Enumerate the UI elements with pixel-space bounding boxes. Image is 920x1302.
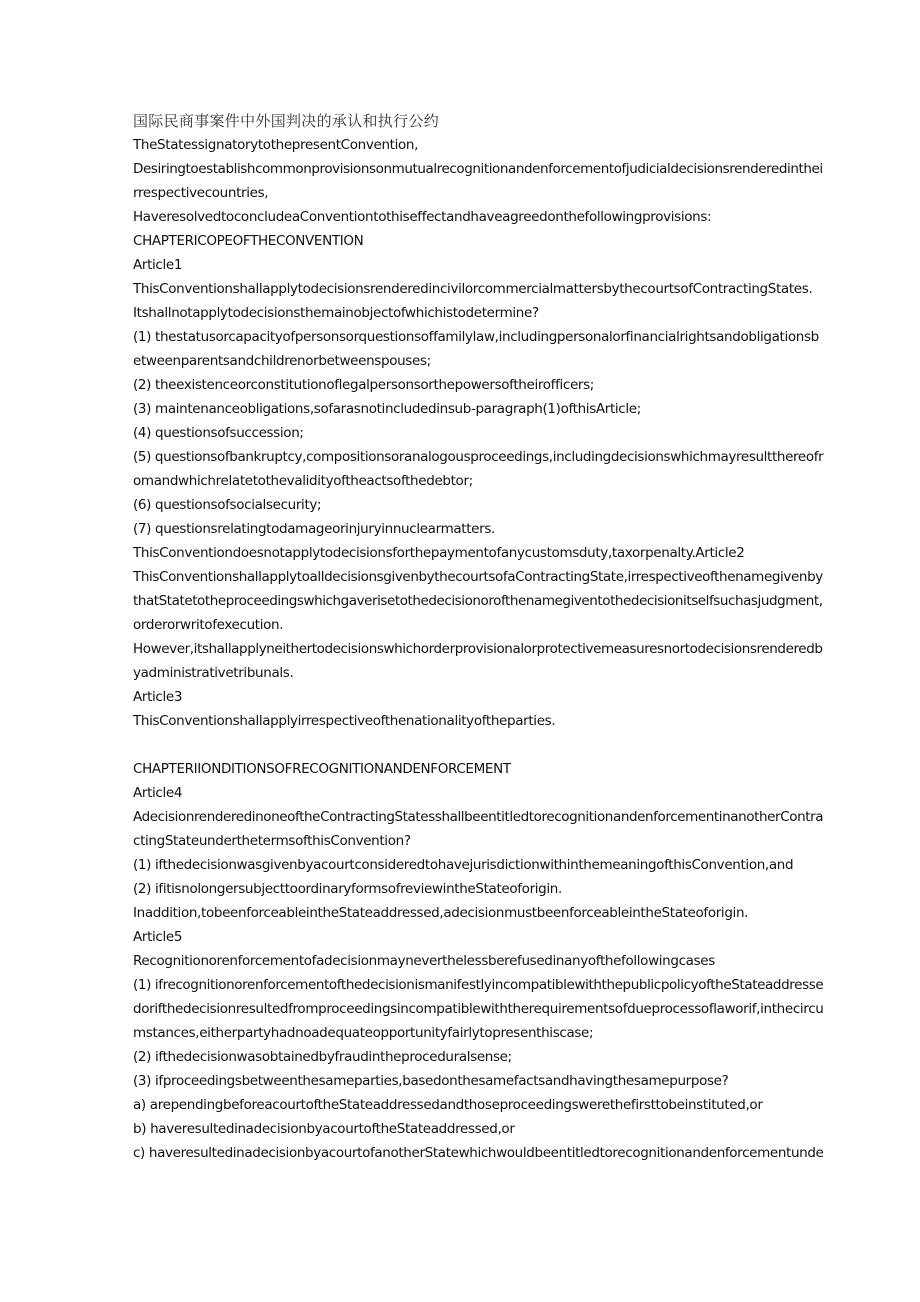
text-line: CHAPTERICOPEOFTHECONVENTION <box>133 233 364 249</box>
text-line: Article5 <box>133 929 183 945</box>
document-body <box>133 133 823 1165</box>
text-line: Inaddition,tobeenforceableintheStateaddressed,adecisionmustbeenforceableintheStateoforigin. <box>133 905 749 921</box>
text-line: (1) ifrecognitionorenforcementofthedecisionismanifestlyincompatiblewiththepublicpolicyoftheStateaddresse <box>133 977 824 993</box>
text-line: Itshallnotapplytodecisionsthemainobjectofwhichistodetermine? <box>133 305 539 321</box>
text-line: (7) questionsrelatingtodamageorinjuryinnuclearmatters. <box>133 521 495 537</box>
text-line: rrespectivecountries, <box>133 185 269 201</box>
document-title: 国际民商事案件中外国判决的承认和执行公约 <box>133 112 440 130</box>
text-line: (2) ifitisnolongersubjecttoordinaryformsofreviewintheStateoforigin. <box>133 881 562 897</box>
text-line: TheStatessignatorytothepresentConvention, <box>133 137 419 153</box>
text-line: Article3 <box>133 689 183 705</box>
text-line: orderorwritofexecution. <box>133 617 284 633</box>
text-line: (1) thestatusorcapacityofpersonsorquestionsoffamilylaw,includingpersonalorfinancialrightsandobligationsb <box>133 329 819 345</box>
text-line: c) haveresultedinadecisionbyacourtofanotherStatewhichwouldbeentitledtorecognitionandenforcementunde <box>133 1145 824 1161</box>
text-line: (1) ifthedecisionwasgivenbyacourtconsideredtohavejurisdictionwithinthemeaningofthisConvention,and <box>133 857 794 873</box>
blank-line <box>133 733 823 757</box>
text-line: (6) questionsofsocialsecurity; <box>133 497 322 513</box>
text-line: (2) ifthedecisionwasobtainedbyfraudintheproceduralsense; <box>133 1049 512 1065</box>
text-line: ThisConventionshallapplyirrespectiveofthenationalityoftheparties. <box>133 713 556 729</box>
text-line: HaveresolvedtoconcludeaConventiontothiseffectandhaveagreedonthefollowingprovisions: <box>133 209 712 225</box>
text-line: Article4 <box>133 785 183 801</box>
text-line: (3) ifproceedingsbetweenthesameparties,basedonthesamefactsandhavingthesamepurpose? <box>133 1073 729 1089</box>
text-line: omandwhichrelatetothevalidityoftheactsofthedebtor; <box>133 473 473 489</box>
text-line: ThisConventiondoesnotapplytodecisionsforthepaymentofanycustomsduty,taxorpenalty.Article2 <box>133 545 745 561</box>
text-line: AdecisionrenderedinoneoftheContractingStatesshallbeentitledtorecognitionandenforcementinanotherContra <box>133 809 824 825</box>
text-line: (5) questionsofbankruptcy,compositionsoranalogousproceedings,includingdecisionswhichmayresultthereofr <box>133 449 824 465</box>
text-line: etweenparentsandchildrenorbetweenspouses; <box>133 353 431 369</box>
text-line: Article1 <box>133 257 183 273</box>
text-line: (3) maintenanceobligations,sofarasnotincludedinsub-paragraph(1)ofthisArticle; <box>133 401 641 417</box>
text-line: a) arependingbeforeacourtoftheStateaddressedandthoseproceedingswerethefirsttobeinstituted,or <box>133 1097 763 1113</box>
text-line: Recognitionorenforcementofadecisionmayneverthelessberefusedinanyofthefollowingcases <box>133 953 715 969</box>
document-page <box>133 109 823 1165</box>
text-line: ThisConventionshallapplytodecisionsrenderedincivilorcommercialmattersbythecourtsofContractingStates. <box>133 281 813 297</box>
text-line: CHAPTERIIONDITIONSOFRECOGNITIONANDENFORCEMENT <box>133 761 511 777</box>
text-line: dorifthedecisionresultedfromproceedingsincompatiblewiththerequirementsofdueprocessoflaworif,inthecircu <box>133 1001 824 1017</box>
text-line: Desiringtoestablishcommonprovisionsonmutualrecognitionandenforcementofjudicialdecisionsrenderedinthei <box>133 161 823 177</box>
text-line: (4) questionsofsuccession; <box>133 425 304 441</box>
text-line: ThisConventionshallapplytoalldecisionsgivenbythecourtsofaContractingState,irrespectiveofthenamegivenby <box>133 569 823 585</box>
text-line: (2) theexistenceorconstitutionoflegalpersonsorthepowersoftheirofficers; <box>133 377 594 393</box>
text-line: yadministrativetribunals. <box>133 665 294 681</box>
text-line: thatStatetotheproceedingswhichgaverisetothedecisionorofthenamegiventothedecisionitselfsuchasjudgment, <box>133 593 823 609</box>
text-line: mstances,eitherpartyhadnoadequateopportunityfairlytopresenthiscase; <box>133 1025 594 1041</box>
text-line: ctingStateunderthetermsofthisConvention? <box>133 833 411 849</box>
text-line: However,itshallapplyneithertodecisionswhichorderprovisionalorprotectivemeasuresnortodecisionsrenderedb <box>133 641 823 657</box>
text-line: b) haveresultedinadecisionbyacourtoftheStateaddressed,or <box>133 1121 515 1137</box>
